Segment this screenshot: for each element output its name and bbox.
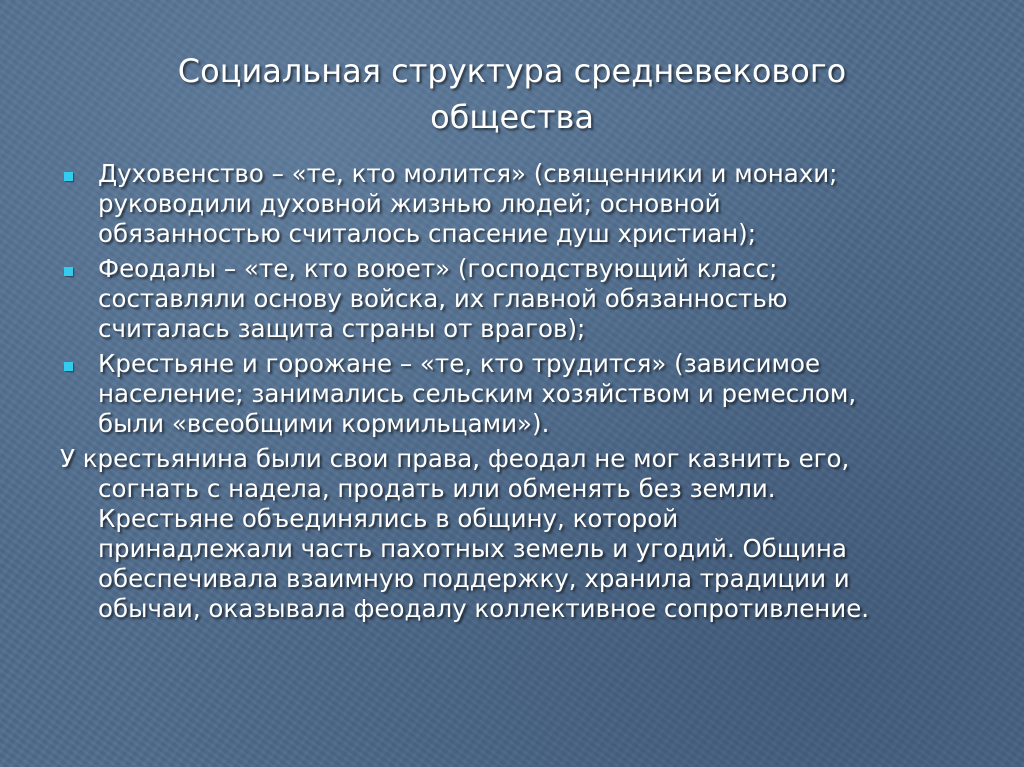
bullet-line: составляли основу войска, их главной обязанностью xyxy=(98,284,788,313)
title-line: общества xyxy=(430,98,594,136)
bullet-line: Крестьяне и горожане – «те, кто трудится» (зависимое xyxy=(98,349,821,378)
paragraph-line: У крестьянина были свои права, феодал не мог казнить его, xyxy=(60,444,850,473)
paragraph-line: принадлежали часть пахотных земель и угодий. Община xyxy=(98,534,847,563)
bullet-line: обязанностью считалось спасение душ христиан); xyxy=(98,219,756,248)
bullet-line: Духовенство – «те, кто молится» (священники и монахи; xyxy=(98,159,838,188)
paragraph-line: обеспечивала взаимную поддержку, хранила традиции и xyxy=(98,564,850,593)
paragraph-line: Крестьяне объединялись в общину, которой xyxy=(98,504,679,533)
slide-title xyxy=(100,48,924,140)
bullet-item-clergy xyxy=(60,159,980,249)
bullet-item-feudal-lords xyxy=(60,254,980,344)
paragraph-line: согнать с надела, продать или обменять без земли. xyxy=(98,474,776,503)
square-bullet-icon xyxy=(64,362,73,371)
bullet-line: руководили духовной жизнью людей; основной xyxy=(98,189,721,218)
bullet-line: считалась защита страны от врагов); xyxy=(98,314,586,343)
bullet-line: Феодалы – «те, кто воюет» (господствующий класс; xyxy=(98,254,778,283)
slide-body xyxy=(60,159,980,624)
bullet-line: население; занимались сельским хозяйством и ремеслом, xyxy=(98,379,857,408)
peasant-rights-paragraph xyxy=(60,444,980,624)
title-line: Социальная структура средневекового xyxy=(177,52,847,90)
bullet-line: были «всеобщими кормильцами»). xyxy=(98,409,550,438)
square-bullet-icon xyxy=(64,267,73,276)
paragraph-line: обычаи, оказывала феодалу коллективное сопротивление. xyxy=(98,594,870,623)
bullet-item-peasants xyxy=(60,349,980,439)
square-bullet-icon xyxy=(64,172,73,181)
